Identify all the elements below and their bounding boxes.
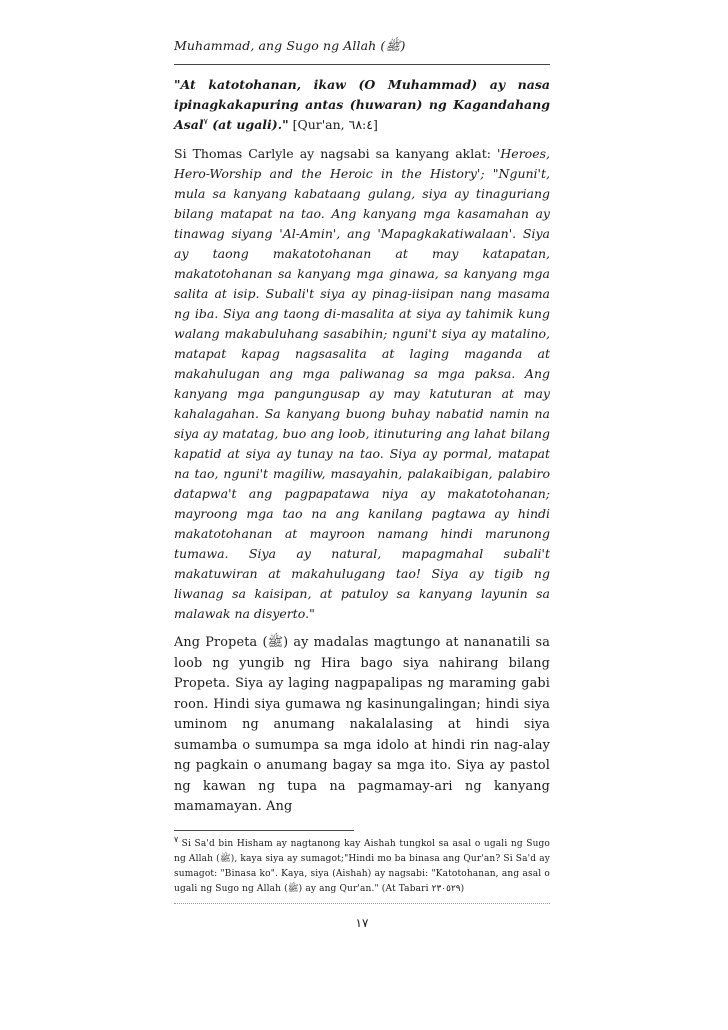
quote-citation: [Qur'an, ٦٨:٤] xyxy=(288,117,378,132)
prophet-paragraph: Ang Propeta (ﷺ) ay madalas magtungo at nananatili sa loob ng yungib ng Hira bago siya nahirang bilang Propeta. Siya ay laging nagpapalipas ng maraming gabi roon. Hindi siya gumawa ng kasinungalingan; hindi siya uminom ng anumang nakalalasing at hindi siya sumamba o sumumpa sa mga idolo at hindi rin nag-alay ng pagkain o anumang bagay sa mga ito. Siya ay pastol ng kawan ng tupa na pagmamay-ari ng kanyang mamamayan. Ang xyxy=(174,635,550,814)
footnote-number: ٧ xyxy=(174,834,179,844)
footnote-divider xyxy=(174,830,354,831)
footnote xyxy=(174,834,550,897)
running-head: Muhammad, ang Sugo ng Allah (ﷺ) xyxy=(174,38,550,65)
carlyle-paragraph xyxy=(174,144,550,624)
footnote-text: Si Sa'd bin Hisham ay nagtanong kay Aishah tungkol sa asal o ugali ng Sugo ng Allah (ﷺ), kaya siya ay sumagot;"Hindi mo ba binasa ang Qur'an? Si Sa'd ay sumagot: "Binasa ko". Kaya, siya (Aishah) ay nagsabi: "Katotohanan, ang asal o ugali ng Sugo ng Allah (ﷺ) ay ang Qur'an." (At Tabari ٢٣٠٥٢٩) xyxy=(174,838,550,894)
quote-text: "At katotohanan, ikaw (O Muhammad) ay nasa ipinagkakapuring antas (huwaran) ng Kagandahang Asal xyxy=(174,77,550,132)
quote-text-end: (at ugali)." xyxy=(207,117,289,132)
page-number: ١٧ xyxy=(355,915,369,930)
carlyle-quote: 'Heroes, Hero-Worship and the Heroic in the History'; "Nguni't, mula sa kanyang kabataang gulang, siya ay tinaguriang bilang matapat na tao. Ang kanyang mga kasamahan ay tinawag siyang 'Al-Amin', ang 'Mapagkakatiwalaan'. Siya ay taong makatotohanan at may katapatan, makatotohanan sa kanyang mga ginawa, sa kanyang mga salita at isip. Subali't siya ay pinag-iisipan nang masama ng iba. Siya ang taong di-masalita at siya ay tahimik kung walang makabuluhang sasabihin; nguni't siya ay matalino, matapat kapag nagsasalita at laging maganda at makahulugan ang mga paliwanag sa mga paksa. Ang kanyang mga pangungusap ay may katuturan at may kahalagahan. Sa kanyang buong buhay nabatid namin na siya ay matatag, buo ang loob, itinuturing ang lahat bilang kapatid at siya ay tunay na tao. Siya ay pormal, matapat na tao, nguni't magiliw, masayahin, palakaibigan, palabiro datapwa't ang pagpapatawa niya ay makatotohanan; mayroong mga tao na ang kanilang pagtawa ay hindi makatotohanan at mayroon namang hindi marunong tumawa. Siya ay natural, mapagmahal subali't makatuwiran at makahulugang tao! Siya ay tigib ng liwanag sa kaisipan, at patuloy sa kanyang layunin sa malawak na disyerto." xyxy=(174,146,550,621)
carlyle-intro: Si Thomas Carlyle ay nagsabi sa kanyang aklat: xyxy=(174,146,497,161)
footnote-mark: ٧ xyxy=(203,116,208,126)
page-content xyxy=(174,38,550,930)
quran-quote xyxy=(174,75,550,135)
footnote-bottom-rule xyxy=(174,903,550,904)
